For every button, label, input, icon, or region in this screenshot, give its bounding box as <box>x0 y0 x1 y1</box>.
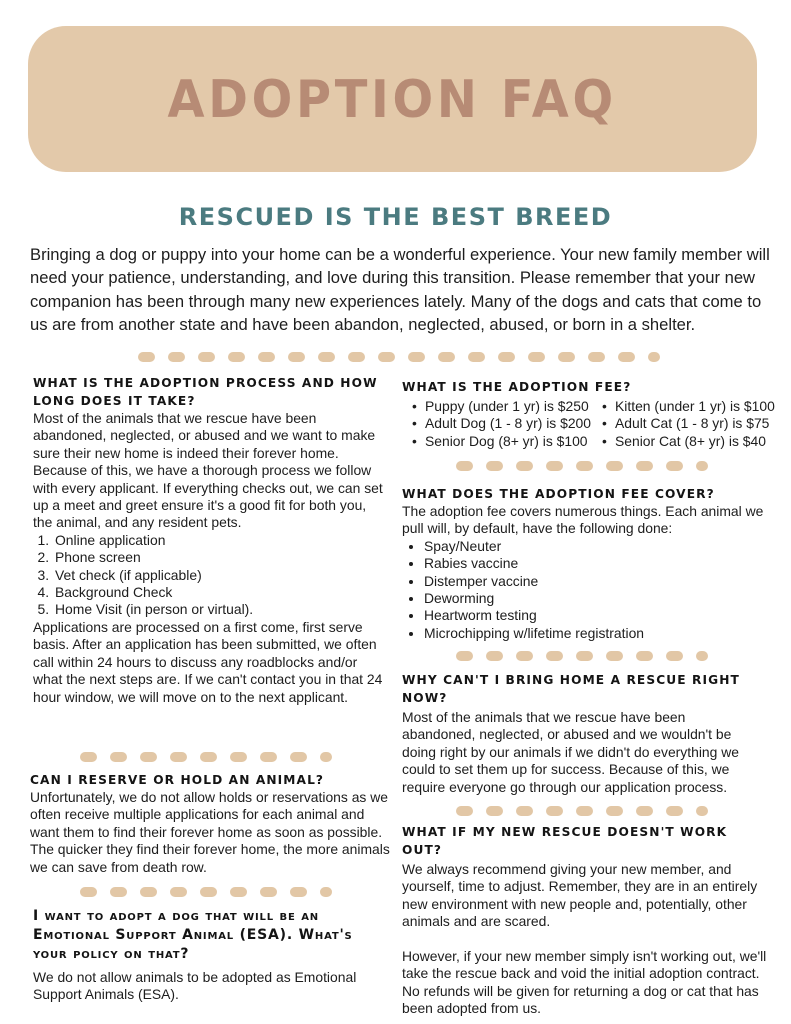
divider-dots <box>456 806 708 816</box>
list-item: • Spay/Neuter <box>424 538 782 555</box>
list-item: • Rabies vaccine <box>424 555 782 572</box>
fee-item-adult-dog: • Adult Dog (1 - 8 yr) is $200 <box>412 415 602 432</box>
intro-paragraph: Bringing a dog or puppy into your home can be a wonderful experience. Your new family member will need your patience, understanding, and love during this transition. Please remember that your new companion has been through many new experiences lately. Many of the dogs and cats that come to us are from another state and have been abandon, neglected, abused, or born in a shelter. <box>30 245 770 334</box>
fee-item-kitten: • Kitten (under 1 yr) is $100 <box>602 398 791 415</box>
faq-answer: We do not allow animals to be adopted as Emotional Support Animals (ESA). <box>33 969 357 1003</box>
faq-question: WHAT IS THE ADOPTION PROCESS AND HOW LONG DOES IT TAKE? <box>33 376 378 408</box>
divider-dots <box>138 352 660 362</box>
faq-question: I want to adopt a dog that will be an Emotional Support Animal (ESA). What's your policy on that? <box>33 908 353 962</box>
subtitle: RESCUED IS THE BEST BREED <box>178 203 613 231</box>
faq-reserve <box>30 771 390 876</box>
faq-why-not-now <box>402 671 762 796</box>
list-item: 4. Background Check <box>53 584 388 601</box>
faq-answer-text: The adoption fee covers numerous things. Each animal we pull will, by default, have the following done: <box>402 503 764 537</box>
list-item: • Deworming <box>424 590 782 607</box>
list-item: 5. Home Visit (in person or virtual). <box>53 601 388 618</box>
faq-answer-text: We always recommend giving your new member, and yourself, time to adjust. Remember, they are in an entirely new environment with new people and, potentially, other animals and are scared. <box>402 861 758 930</box>
fee-list <box>412 398 782 450</box>
faq-question: WHAT IS THE ADOPTION FEE? <box>402 380 632 394</box>
faq-esa <box>33 907 388 1004</box>
faq-answer <box>402 861 772 1018</box>
divider-dots <box>456 651 708 661</box>
fee-item-adult-cat: • Adult Cat (1 - 8 yr) is $75 <box>602 415 791 432</box>
list-item: 2. Phone screen <box>53 549 388 566</box>
faq-answer: Unfortunately, we do not allow holds or reservations as we often receive multiple applications for each animal and want them to find their forever home as soon as possible. The quicker they find their forever home, the more animals we can save from death row. <box>30 789 390 875</box>
list-item: • Distemper vaccine <box>424 573 782 590</box>
faq-process <box>33 374 388 706</box>
divider-dots <box>456 461 708 471</box>
faq-question: WHAT DOES THE ADOPTION FEE COVER? <box>402 487 715 501</box>
faq-question: WHY CAN'T I BRING HOME A RESCUE RIGHT NOW? <box>402 673 740 705</box>
faq-answer-text: Applications are processed on a first come, first serve basis. After an application has been submitted, we often call within 24 hours to discuss any roadblocks and/or what the next steps are. If we can't contact you in that 24 hour window, we will move on to the next applicant. <box>33 618 383 705</box>
faq-answer <box>402 503 782 642</box>
faq-answer-text: However, if your new member simply isn't working out, we'll take the rescue back and void the initial adoption contract. No refunds will be given for returning a dog or cat that has been adopted from us. <box>402 948 767 1017</box>
faq-answer-text: Most of the animals that we rescue have been abandoned, neglected, or abused and we want to make sure their new home is indeed their forever home. Because of this, we have a thorough process we follow with every applicant. If everything checks out, we can set up a meet and greet ensure it's a good fit for both you, the animal, and any resident pets. <box>33 410 383 531</box>
faq-fee <box>402 378 782 450</box>
fee-item-puppy: • Puppy (under 1 yr) is $250 <box>412 398 602 415</box>
covered-items-list <box>402 538 782 642</box>
list-item: • Heartworm testing <box>424 607 782 624</box>
process-steps-list <box>33 532 388 619</box>
faq-answer <box>33 410 388 706</box>
fee-item-senior-cat: • Senior Cat (8+ yr) is $40 <box>602 433 791 450</box>
faq-doesnt-work-out <box>402 823 772 1018</box>
list-item: 1. Online application <box>53 532 388 549</box>
faq-fee-cover <box>402 485 782 642</box>
list-item: 3. Vet check (if applicable) <box>53 567 388 584</box>
faq-answer: Most of the animals that we rescue have been abandoned, neglected, or abused and we wouldn't be doing right by our animals if we didn't do everything we could to set them up for success. Because of this, we require everyone go through our application process. <box>402 709 739 795</box>
divider-dots <box>80 752 332 762</box>
list-item: • Microchipping w/lifetime registration <box>424 625 782 642</box>
divider-dots <box>80 887 332 897</box>
fee-item-senior-dog: • Senior Dog (8+ yr) is $100 <box>412 433 602 450</box>
page-title: ADOPTION FAQ <box>167 70 618 130</box>
header-banner <box>28 26 757 172</box>
faq-question: CAN I RESERVE OR HOLD AN ANIMAL? <box>30 773 325 787</box>
faq-question: WHAT IF MY NEW RESCUE DOESN'T WORK OUT? <box>402 825 728 857</box>
